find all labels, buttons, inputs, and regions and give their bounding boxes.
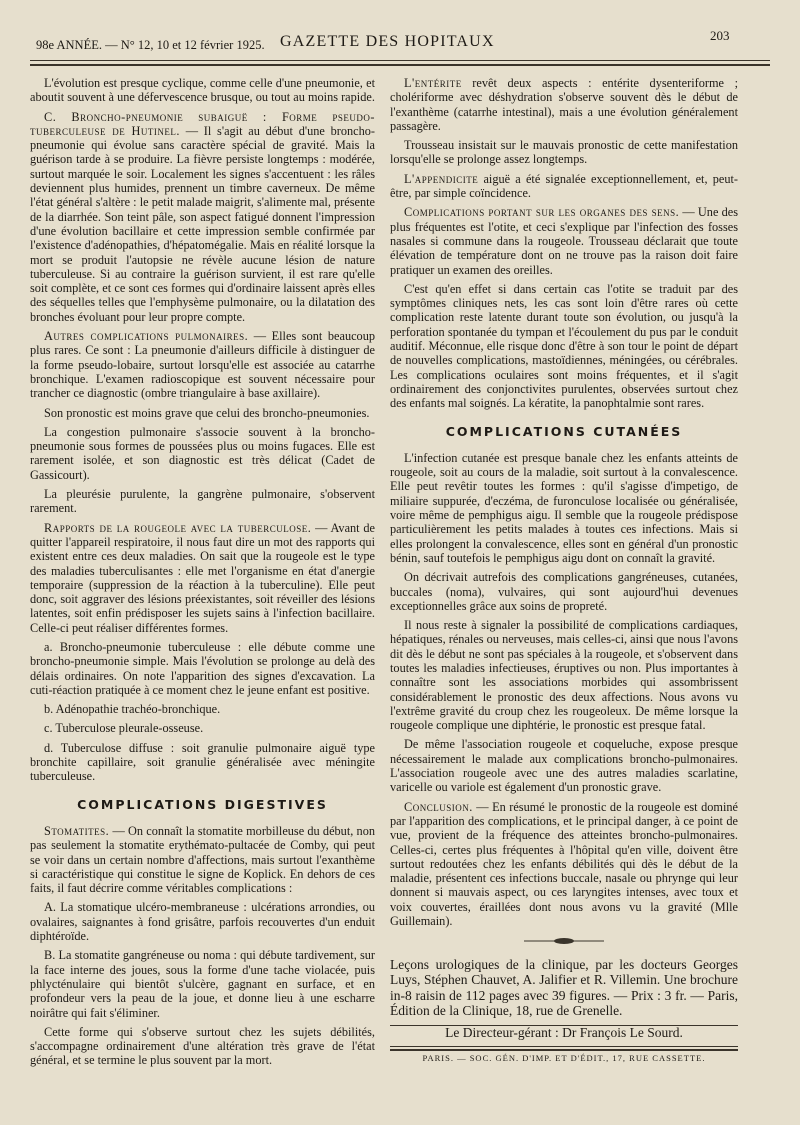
paragraph-text: a. Broncho-pneumonie tuberculeuse : elle débute comme une broncho-pneumonie simple. Mais l'évolution se prolonge au delà des délais ordinaires. On note l'apparition des signes d'excavation. La cuti-réaction pratiquée à ce moment chez le jeune enfant est positive. (30, 639, 375, 697)
paragraph-text: — Il s'agit au début d'une broncho-pneumonie qui évolue sans caractère spécial de gravité. Mais la guérison tarde à se produire. La fièvre persiste longtemps : modérée, surtout marquée le soir. Localement les signes s'accentuent : les râles deviennent plus humides, prennent un timbre caverneux. De même l'état général s'altère : le petit malade maigrit, s'alimente mal, présente de la diarrhée. Son teint pâle, son aspect fatigué donnent l'impression d'une évolution bacillaire et cette impression semble confirmée par l'existence d'adénopathies, d'hépatomégalie. Mais en réalité lorsque la mort se produit l'autopsie ne révèle aucune lésion de nature tuberculeuse. Si au contraire la guérison survient, il est rare qu'elle soit complète, et ce sont ces formes qui d'ordinaire laissent après elles des séquelles telles que l'emphysème pulmonaire, ou la dilatation des bronches évoluant pour leur propre compte. (30, 123, 375, 324)
paragraph-text: C'est qu'en effet si dans certain cas l'otite se traduit par des symptômes cliniques nets, les cas sont loin d'être rares où cette complication reste latente durant toute son évolution, ou jusqu'à la perforation spontanée du tympan et l'écoulement du pus par le conduit auditif. Méconnue, elle risque donc d'être à son tour le point de départ de nouvelles complications, mastoïdiennes, méningées, ou cérébrales. Les complications oculaires sont moins fréquentes, et il s'agit ordinairement des conjonctivites purulentes, observées surtout chez des enfants mal soignés. La kératite, la panophtalmie sont rares. (390, 281, 738, 411)
paragraph (30, 76, 375, 105)
cutaneous-paragraphs (390, 451, 738, 929)
paragraph (390, 282, 738, 411)
header-rule (30, 60, 770, 61)
paragraph-text: De même l'association rougeole et coqueluche, expose presque nécessairement le malade aux complications broncho-pulmonaires. L'association rougeole avec une des autres maladies scarlatine, varicelle ou variole est également d'un pronostic grave. (390, 737, 738, 795)
paragraph-text: L'infection cutanée est presque banale chez les enfants atteints de rougeole, soit au cours de la maladie, soit surtout à la convalescence. Elle peut revêtir toutes les formes : qu'il s'agisse d'impetigo, de miliaire suppurée, d'eczéma, de furonculose localisée ou généralisée, voire même de pemphigus aigu. Il semble que la rougeole prédispose particulièrement les petits malades à toutes ces infections. Mais si elles prolongent la convalescence, elles sont en général d'un pronostic bénin, sauf toutefois le pemphigus aigu dont on connaît la gravité. (390, 450, 738, 565)
section-title-cutanees: COMPLICATIONS CUTANÉES (445, 423, 683, 439)
paragraph-text: revêt deux aspects : entérite dysenteriforme ; cholériforme avec déshydration s'observe souvent dès le début de l'exanthème (catarrhe intestinal), mais a une évolution généralement passagère. (390, 76, 738, 133)
paragraph-lead: L'entérite (404, 76, 462, 90)
paragraph (30, 521, 375, 635)
paragraph (390, 451, 738, 565)
paragraph (30, 640, 375, 697)
ornament-icon (524, 937, 604, 945)
paragraph-text: — Elles sont beaucoup plus rares. Ce sont : La pneumonie d'ailleurs difficile à distinguer de la forme pseudo-lobaire, surtout lorsqu'elle est associée au catarrhe bronchique. L'examen radioscopique est souvent nécessaire pour trancher ce diagnostic (ombre triangulaire à base axillaire). (30, 329, 376, 401)
paragraph-text: B. La stomatite gangréneuse ou noma : qui débute tardivement, sur la face interne des joues, sous la forme d'une tache violacée, puis phlycténulaire qui bientôt s'ulcère, gagnant en surface, et en profondeur vers la peau de la joue, et donne lieu à une escharre noirâtre qui fait s'éliminer. (30, 948, 375, 1020)
paragraph-lead: C. Broncho-pneumonie subaiguë : Forme pseudo-tuberculeuse de Hutinel. (30, 109, 375, 138)
printer-imprint: PARIS. — SOC. GÉN. D'IMP. ET D'ÉDIT., 17, RUE CASSETTE. (422, 1052, 706, 1063)
paragraph (390, 76, 738, 133)
left-paragraphs (30, 76, 375, 784)
paragraph (30, 900, 375, 943)
director-signature: Le Directeur-gérant : Dr François Le Sourd. (445, 1024, 683, 1040)
paragraph-text: Il nous reste à signaler la possibilité de complications cardiaques, hépatiques, rénales ou nerveuses, mais celles-ci, ainsi que nous l'avons dit dès le début ne sont pas spéciales à la rougeole, et s'observent dans toutes les maladies infectieuses, éruptives ou non. Plus importantes à connaître sont les associations morbides qui assombrissent considérablement le pronostic des deux affections. Nous avons vu l'extrême gravité du croup chez les rougeoleux. De même lorsque la rougeole complique une diphtérie, le pronostic est presque fatal. (390, 618, 738, 733)
header-rule-thick (30, 64, 770, 66)
paragraph-lead: Complications portant sur les organes des sens. (404, 205, 680, 220)
right-column (390, 76, 738, 1070)
section-title-digestives: COMPLICATIONS DIGESTIVES (77, 796, 328, 812)
left-column (30, 76, 375, 1073)
paragraph-text: La pleurésie purulente, la gangrène pulmonaire, s'observent rarement. (30, 487, 375, 516)
paragraph-text: — En résumé le pronostic de la rougeole est dominé par l'apparition des complications, et le principal danger, à ce point de vue, provient de la fréquence des atteintes broncho-pulmonaires. Celles-ci, certes plus fréquentes à l'hôpital qu'en ville, doivent être surtout redoutées chez les enfants débilités qui dès le début de la maladie, présentent ces infections buccale, nasale ou phrynge qui leur donnent si mauvais aspect, ou ces laryngites intenses, avec toux et voix couvertes, éraillées dont nous avons vu la gravité (Mlle Guillemain). (390, 799, 738, 929)
paragraph (390, 737, 738, 794)
paragraph (30, 702, 375, 716)
paragraph (30, 721, 375, 735)
paragraph-text: d. Tuberculose diffuse : soit granulie pulmonaire aiguë type bronchite capillaire, soit granulie généralisée avec méningite tuberculeuse. (30, 740, 375, 784)
paragraph-text: — Une des plus fréquentes est l'otite, et ceci s'explique par l'infection des fosses nasales si commune dans la rougeole. Trousseau déclarait que toute élévation de température dont on ne trouve pas la raison doit faire pratiquer un examen des oreilles. (390, 205, 738, 277)
paragraph (30, 425, 375, 482)
paragraph-text: — On connaît la stomatite morbilleuse du début, non pas seulement la stomatite erythémato-pultacée de Comby, qui peut se voir dans un certain nombre d'affections, mais surtout l'exanthème si caractéristique qui constitue le signe de Koplick. En dehors de ces faits, il faut décrire comme véritables complications : (30, 823, 375, 896)
page-number: 203 (710, 28, 730, 43)
paragraph (390, 800, 738, 929)
paragraph-text: Trousseau insistait sur le mauvais pronostic de cette manifestation lorsqu'elle se prolonge assez longtemps. (390, 138, 738, 167)
paragraph (390, 570, 738, 613)
paragraph (30, 1025, 375, 1068)
paragraph-text: b. Adénopathie trachéo-bronchique. (44, 702, 221, 717)
advertisement: Leçons urologiques de la clinique, par les docteurs Georges Luys, Stéphen Chauvet, A. Jalifier et R. Villemin. Une brochure in-8 raisin de 112 pages avec 39 figures. — Prix : 3 fr. — Paris, Édition de la Clinique, 18, rue de Grenelle. (390, 956, 738, 1019)
paragraph-lead: Stomatites. (44, 823, 110, 838)
paragraph (30, 406, 375, 420)
issue-line: 98e ANNÉE. — N° 12, 10 et 12 février 1925. (36, 38, 265, 52)
paragraph-text: — Avant de quitter l'appareil respiratoire, il nous faut dire un mot des rapports qui existent entre ces deux maladies. On sait que la rougeole est le type des maladies tuberculisantes : elle met l'organisme en état d'anergie temporaire (suppression de la réaction à la tuberculine). Elle peut donc, soit aggraver des lésions préexistantes, soit réveiller des lésions latentes, soit enfin prédisposer les sujets sains à l'infection bacillaire. Celle-ci peut réaliser différentes formes. (30, 520, 375, 635)
footer-rule-2 (390, 1046, 738, 1047)
journal-title: GAZETTE DES HOPITAUX (280, 33, 495, 50)
paragraph (30, 948, 375, 1019)
paragraph (30, 741, 375, 784)
paragraph-text: L'évolution est presque cyclique, comme celle d'une pneumonie, et aboutit souvent à une défervescence brusque, ou tout au moins rapide. (30, 76, 375, 105)
right-paragraphs (390, 76, 738, 411)
paragraph-text: Cette forme qui s'observe surtout chez les sujets débilités, s'accompagne ordinairement d'une altération très grave de l'état général, et se termine le plus souvent par la mort. (30, 1024, 375, 1068)
paragraph-text: A. La stomatique ulcéro-membraneuse : ulcérations arrondies, ou ovalaires, saignantes à fond grisâtre, parfois recouvertes d'un enduit diphtéroïde. (30, 900, 375, 944)
paragraph-text: c. Tuberculose pleurale-osseuse. (44, 721, 204, 736)
paragraph (30, 110, 375, 324)
paragraph-lead: Autres complications pulmonaires. (44, 329, 249, 344)
page-header (0, 0, 800, 75)
paragraph-lead: Conclusion. (404, 799, 473, 814)
paragraph-lead: Rapports de la rougeole avec la tuberculose. (44, 520, 312, 535)
paragraph-text: On décrivait autrefois des complications gangréneuses, cutanées, buccales (noma), vulvaires, qui sont aujourd'hui devenues exceptionnelles grâce aux soins de propreté. (390, 570, 738, 613)
paragraph-text: Son pronostic est moins grave que celui des broncho-pneumonies. (44, 405, 370, 420)
paragraph (390, 205, 738, 276)
paragraph-lead: L'appendicite (404, 171, 479, 186)
ornament-divider (390, 934, 738, 948)
paragraph-text: La congestion pulmonaire s'associe souvent à la broncho-pneumonie sous formes de poussées plus ou moins fugaces. Elle est rarement isolée, et son diagnostic est très délicat (Cadet de Gassicourt). (30, 424, 375, 482)
paragraph-text: aiguë a été signalée exceptionnellement, et, peut-être, par simple coïncidence. (390, 171, 738, 201)
digestive-paragraphs (30, 824, 375, 1068)
paragraph (390, 172, 738, 201)
paragraph (30, 487, 375, 516)
paragraph (390, 138, 738, 167)
paragraph (30, 329, 375, 400)
paragraph (30, 824, 375, 895)
paragraph (390, 618, 738, 732)
